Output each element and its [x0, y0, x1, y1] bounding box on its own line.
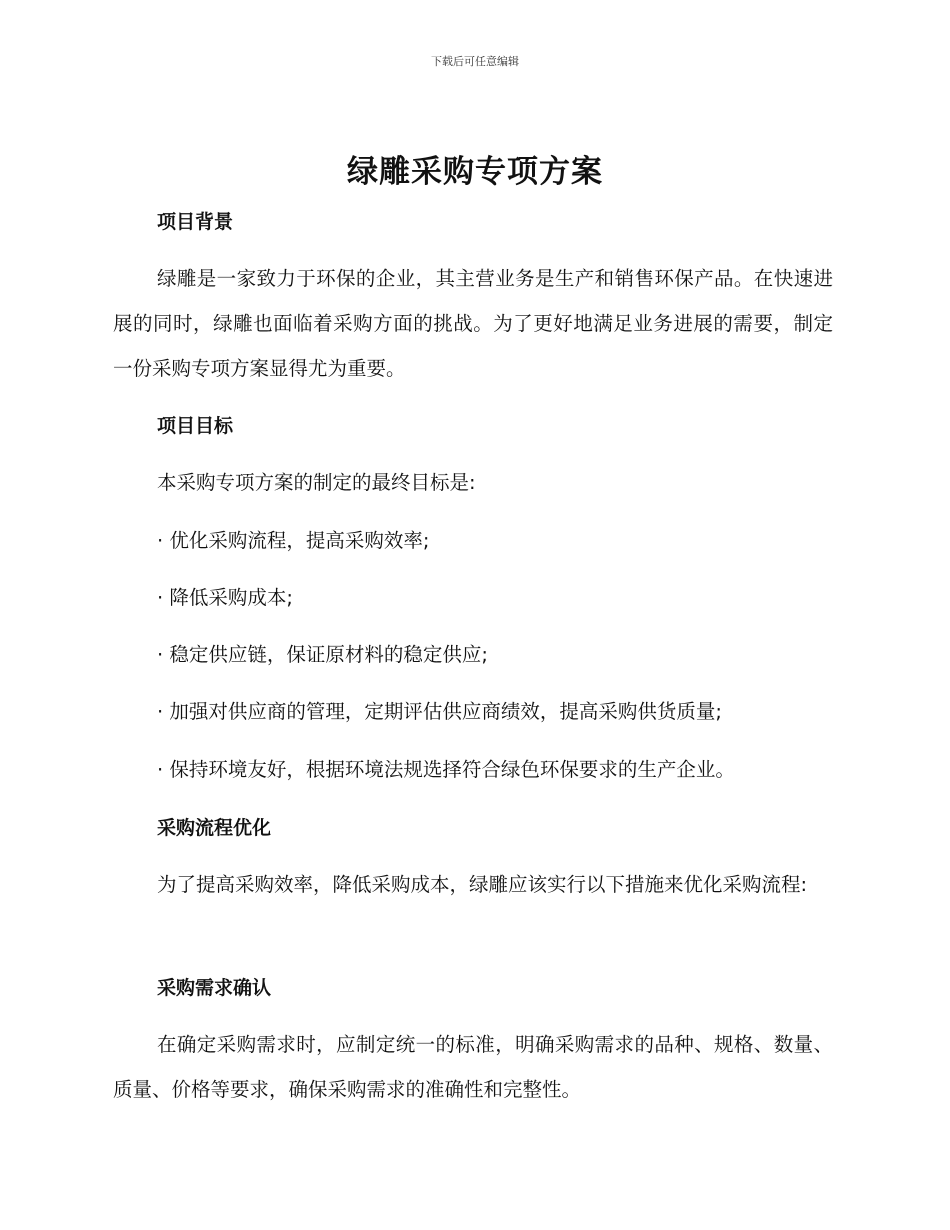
goals-intro: 本采购专项方案的制定的最终目标是: [157, 471, 476, 494]
paragraph-process: 为了提高采购效率，降低采购成本，绿雕应该实行以下措施来优化采购流程: [157, 873, 808, 896]
heading-demand: 采购需求确认 [157, 977, 272, 999]
goal-item: · 稳定供应链，保证原材料的稳定供应; [157, 643, 488, 666]
paragraph-demand: 在确定采购需求时，应制定统一的标准，明确采购需求的品种、规格、数量、质量、价格等要求，确保采购需求的准确性和完整性。 [113, 1033, 833, 1101]
heading-background: 项目背景 [157, 211, 234, 233]
document-title: 绿雕采购专项方案 [347, 154, 603, 190]
goal-item: · 降低采购成本; [157, 586, 293, 609]
heading-goals: 项目目标 [157, 415, 234, 437]
heading-process: 采购流程优化 [157, 817, 272, 839]
goal-item: · 保持环境友好，根据环境法规选择符合绿色环保要求的生产企业。 [157, 758, 735, 781]
goal-item: · 优化采购流程，提高采购效率; [157, 529, 430, 552]
goal-item: · 加强对供应商的管理，定期评估供应商绩效，提高采购供货质量; [157, 700, 722, 723]
page-header-note: 下载后可任意编辑 [431, 55, 519, 68]
paragraph-background: 绿雕是一家致力于环保的企业，其主营业务是生产和销售环保产品。在快速进展的同时，绿雕也面临着采购方面的挑战。为了更好地满足业务进展的需要，制定一份采购专项方案显得尤为重要。 [113, 267, 833, 380]
